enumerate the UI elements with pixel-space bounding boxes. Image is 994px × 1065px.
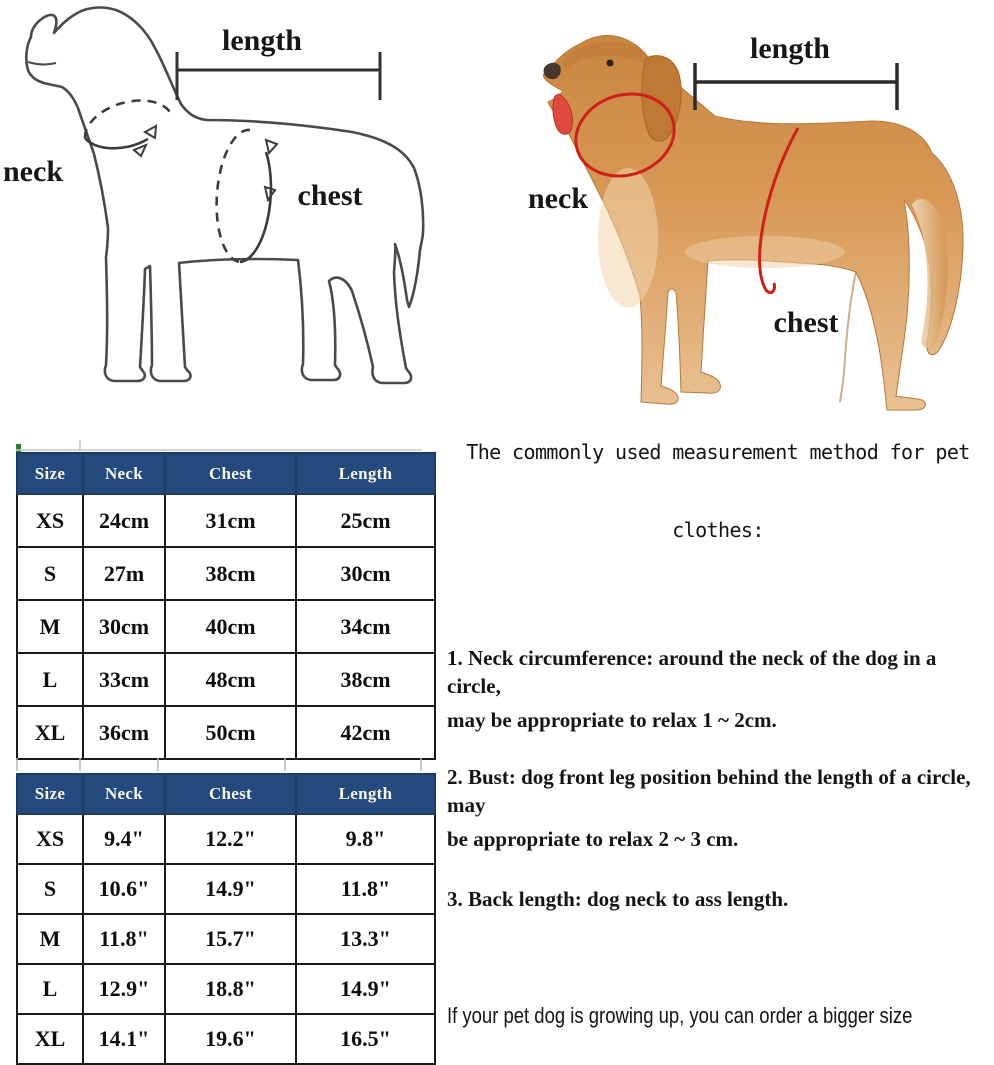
table-row — [17, 914, 435, 964]
table-cell: 25cm — [296, 494, 435, 547]
table-cell: 42cm — [296, 706, 435, 759]
sketch-chest-label: chest — [297, 179, 363, 212]
table-row — [17, 600, 435, 653]
table-cell: 30cm — [83, 600, 165, 653]
table-row — [17, 1014, 435, 1064]
sketch-length-label: length — [221, 24, 303, 57]
table-cell: 10.6" — [83, 864, 165, 914]
spreadsheet-gridline-artifact-top — [16, 437, 422, 452]
table-cell: L — [17, 653, 83, 706]
table-cell: 34cm — [296, 600, 435, 653]
photo-chest-label: chest — [773, 306, 839, 339]
column-header: Size — [17, 774, 83, 814]
table-cell: 50cm — [165, 706, 296, 759]
table-row — [17, 814, 435, 864]
table-cell: 9.8" — [296, 814, 435, 864]
neck-ellipse-dashed — [85, 101, 171, 138]
column-header: Chest — [165, 453, 296, 494]
table-cell: 36cm — [83, 706, 165, 759]
table-cell: 14.9" — [165, 864, 296, 914]
table-cell: 48cm — [165, 653, 296, 706]
chest-ellipse-solid — [240, 152, 271, 262]
table-cell: M — [17, 600, 83, 653]
note-item-2-line-1: 2. Bust: dog front leg position behind the length of a circle, may — [447, 765, 971, 817]
table-cell: S — [17, 864, 83, 914]
chest-highlight — [598, 168, 658, 308]
notes-footer-text: If your pet dog is growing up, you can order a bigger size — [447, 1003, 913, 1028]
column-header: Chest — [165, 774, 296, 814]
table-row — [17, 864, 435, 914]
dog-sketch-diagram — [0, 0, 460, 420]
column-header: Length — [296, 774, 435, 814]
size-table-cm — [16, 452, 436, 760]
notes-title-line2: clothes: — [672, 518, 764, 542]
hind-leg-contour — [840, 272, 856, 402]
dog-outline-drawing — [26, 8, 423, 383]
table-row — [17, 653, 435, 706]
table-cell: XS — [17, 814, 83, 864]
spreadsheet-gridline-artifact-middle — [16, 757, 422, 773]
note-item-3-line-1: 3. Back length: dog neck to ass length. — [447, 887, 789, 911]
table-cell: 14.1" — [83, 1014, 165, 1064]
neck-ellipse-solid — [85, 138, 148, 148]
table-cell: 11.8" — [83, 914, 165, 964]
table-cell: 15.7" — [165, 914, 296, 964]
sketch-length-line — [177, 52, 380, 100]
table-cell: 38cm — [296, 653, 435, 706]
column-header: Size — [17, 453, 83, 494]
table-row — [17, 547, 435, 600]
table-cell: 12.9" — [83, 964, 165, 1014]
neck-arrowhead-1 — [134, 145, 146, 156]
table-cell: 40cm — [165, 600, 296, 653]
dog-photo-diagram — [460, 0, 994, 420]
table-cell: XL — [17, 706, 83, 759]
note-item-1-line-2: may be appropriate to relax 1 ~ 2cm. — [447, 708, 777, 732]
table-cell: XS — [17, 494, 83, 547]
chest-arrowhead-1 — [266, 140, 277, 153]
sketch-neck-label: neck — [3, 155, 63, 188]
table-row — [17, 706, 435, 759]
dog-eye — [607, 60, 614, 67]
table-cell: 24cm — [83, 494, 165, 547]
table-cell: 27m — [83, 547, 165, 600]
table-cell: 38cm — [165, 547, 296, 600]
notes-title-line1: The commonly used measurement method for pet — [466, 440, 970, 464]
header-row — [17, 774, 435, 814]
table-cell: L — [17, 964, 83, 1014]
notes-footer — [447, 1002, 989, 1030]
column-header: Neck — [83, 453, 165, 494]
table-cell: 13.3" — [296, 914, 435, 964]
table-cell: M — [17, 914, 83, 964]
size-table-inches — [16, 773, 436, 1065]
table-cell: XL — [17, 1014, 83, 1064]
belly-highlight — [685, 236, 845, 268]
column-header: Length — [296, 453, 435, 494]
column-header: Neck — [83, 774, 165, 814]
photo-length-line — [695, 63, 897, 110]
chest-ellipse-dashed — [217, 130, 250, 262]
table-cell: 12.2" — [165, 814, 296, 864]
table-cell: S — [17, 547, 83, 600]
table-cell: 9.4" — [83, 814, 165, 864]
photo-length-label: length — [749, 32, 831, 65]
table-cell: 30cm — [296, 547, 435, 600]
table-cell: 19.6" — [165, 1014, 296, 1064]
note-item-1-line-1: 1. Neck circumference: around the neck of the dog in a circle, — [447, 646, 937, 698]
header-row — [17, 453, 435, 494]
table-row — [17, 494, 435, 547]
note-item-2-line-2: be appropriate to relax 2 ~ 3 cm. — [447, 827, 739, 851]
table-cell: 31cm — [165, 494, 296, 547]
mouth-line — [28, 62, 56, 64]
table-cell: 33cm — [83, 653, 165, 706]
table-row — [17, 964, 435, 1014]
neck-arrowhead-2 — [145, 126, 156, 138]
photo-neck-label: neck — [528, 182, 588, 215]
table-cell: 18.8" — [165, 964, 296, 1014]
table-cell: 16.5" — [296, 1014, 435, 1064]
table-cell: 14.9" — [296, 964, 435, 1014]
table-cell: 11.8" — [296, 864, 435, 914]
